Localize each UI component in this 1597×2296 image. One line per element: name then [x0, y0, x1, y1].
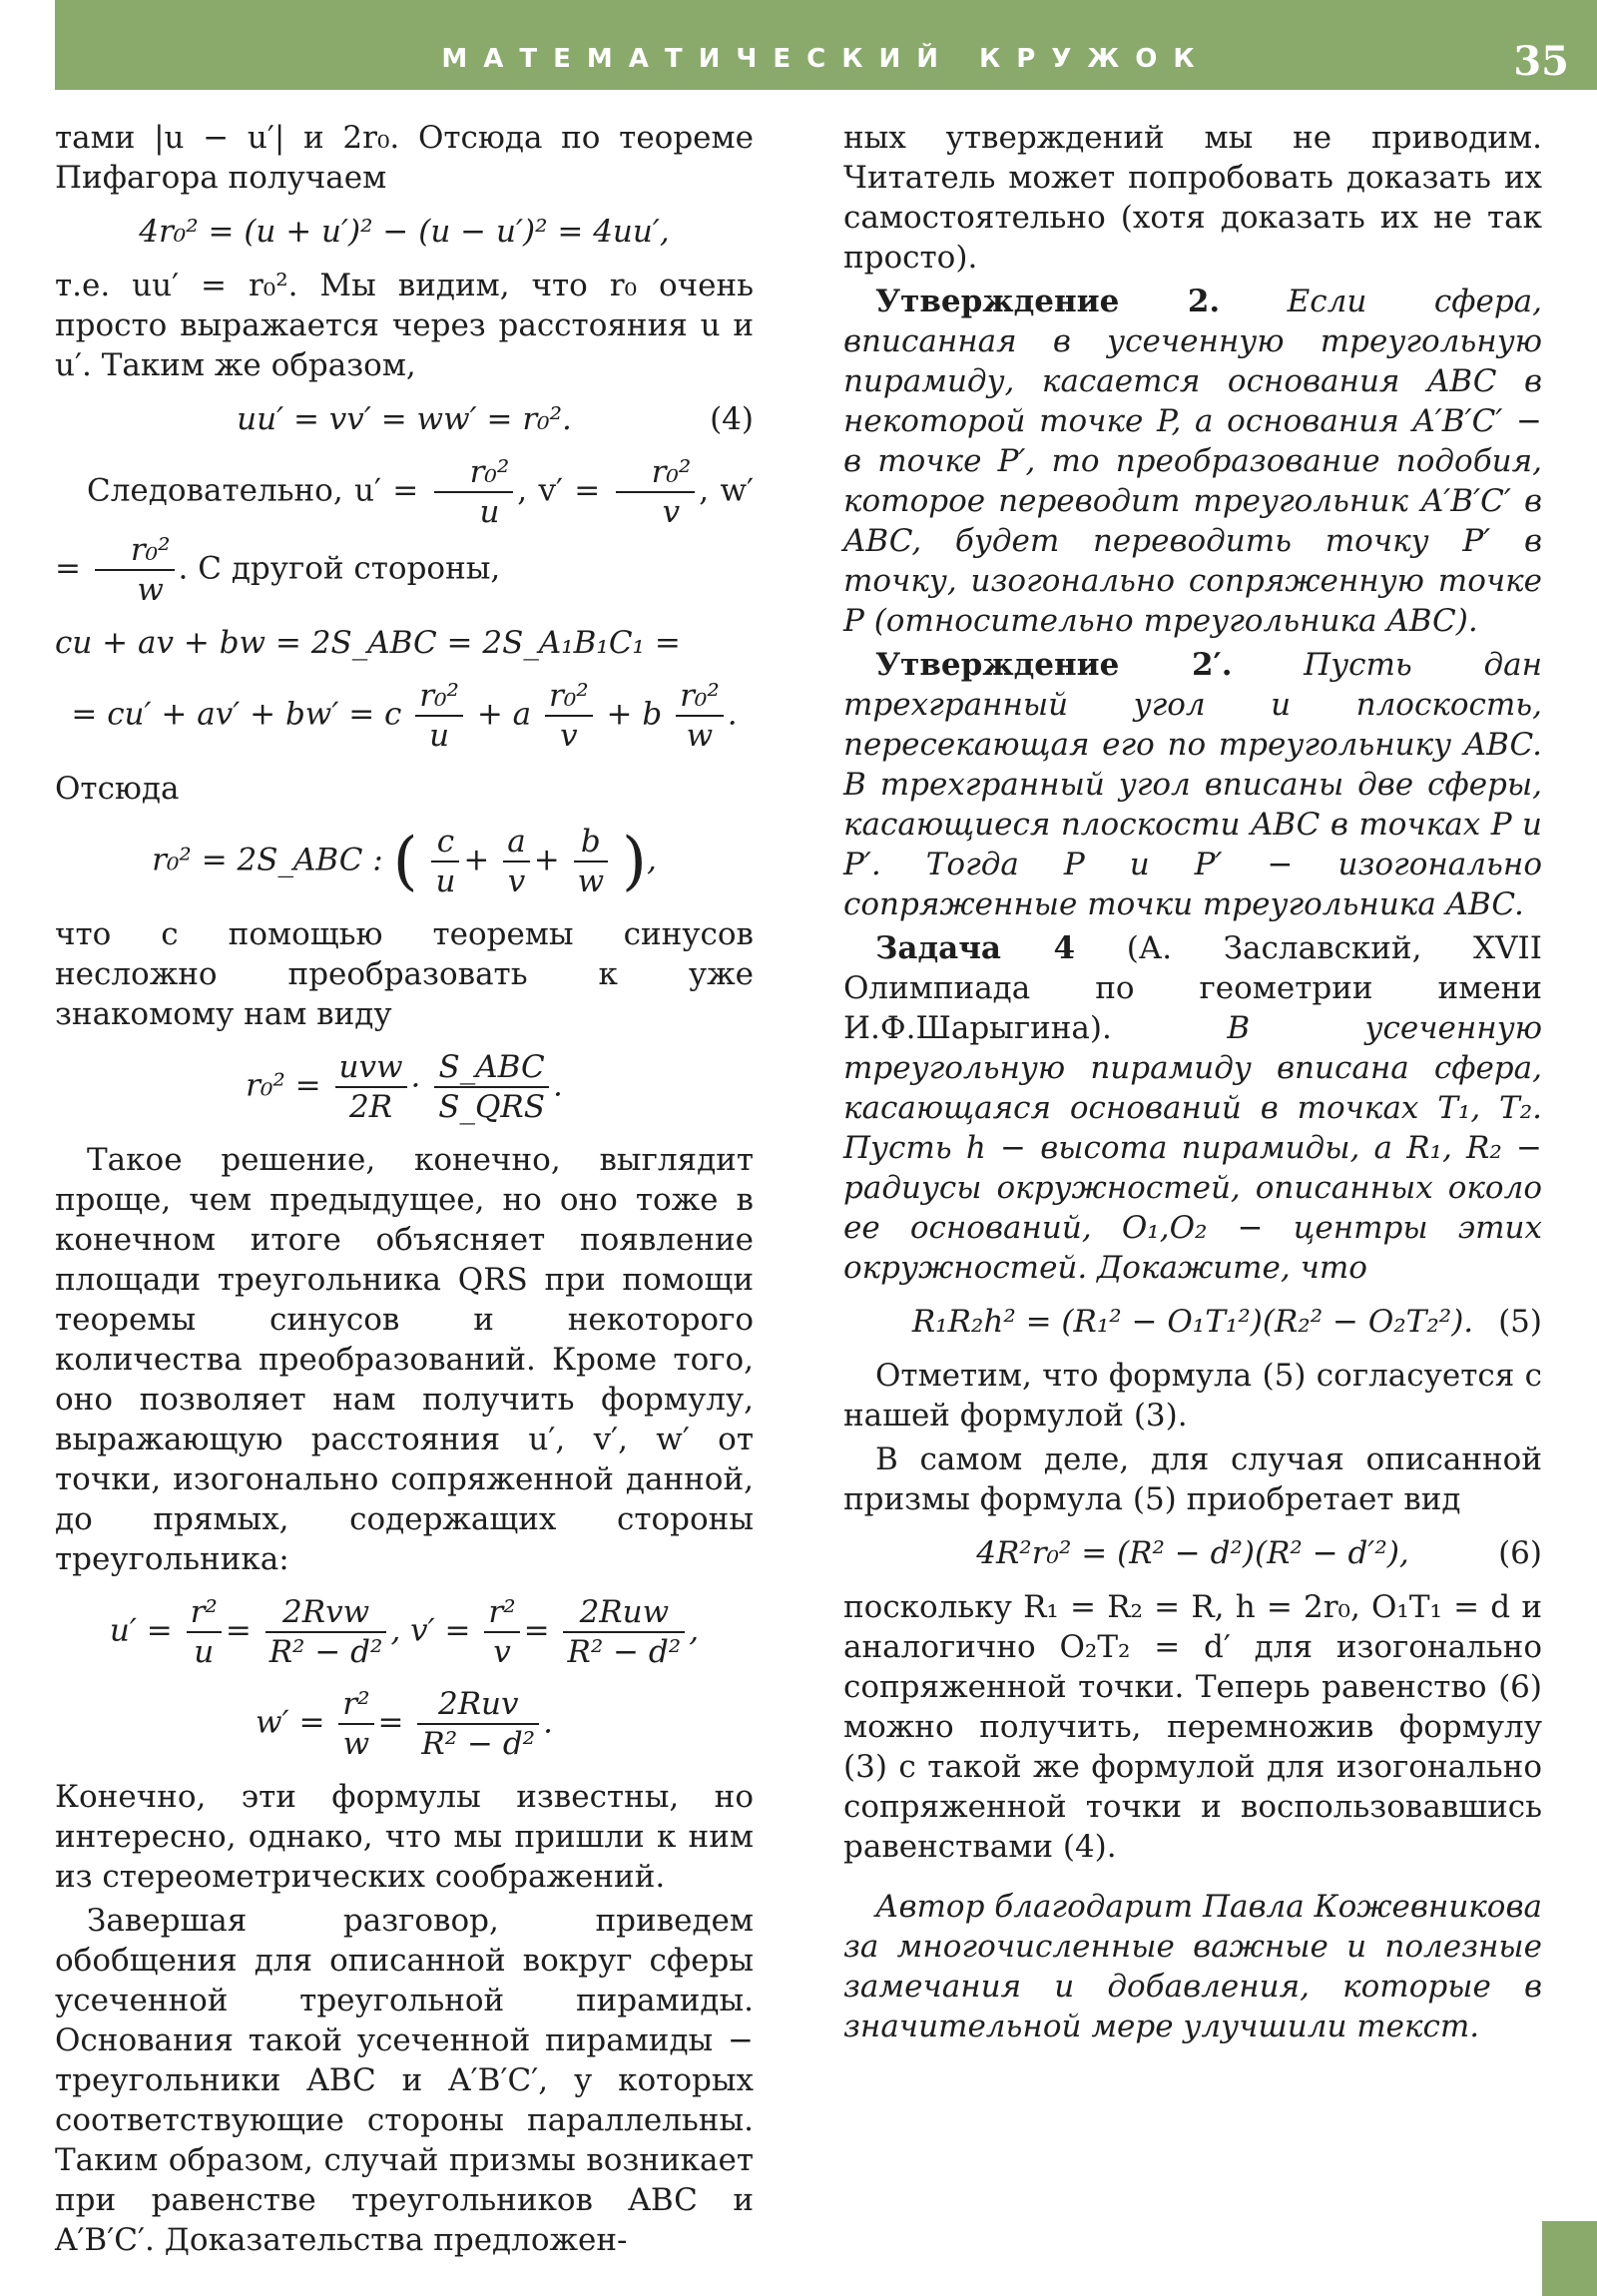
denominator: 2R [348, 1089, 393, 1125]
denominator: w [686, 718, 714, 754]
equation-number: (5) [1498, 1304, 1542, 1340]
paragraph: ных утверждений мы не приводим. Читатель может попробовать доказать их самостоятельно (хотя доказать их не так просто). [843, 120, 1542, 276]
numerator: a [503, 823, 529, 862]
fraction [563, 1593, 685, 1671]
text: , v′ = [517, 472, 601, 509]
numerator: 2Ruv [417, 1685, 539, 1725]
denominator: w [577, 863, 605, 899]
left-column [55, 118, 754, 2264]
paragraph: что с помощью теоремы синусов несложно преобразовать к уже знакомому нам виду [55, 916, 754, 1032]
fraction [187, 1593, 222, 1671]
text: , w′ = [55, 472, 755, 587]
corner-decoration [1542, 2221, 1597, 2296]
numerator: r₀² [616, 453, 696, 493]
text: + a [476, 696, 532, 733]
denominator: w [137, 572, 164, 608]
fraction [545, 677, 593, 755]
equation-6 [843, 1533, 1542, 1573]
problem-4 [843, 928, 1542, 1288]
equation-5 [843, 1302, 1542, 1342]
denominator: S_QRS [438, 1089, 545, 1125]
equation-number: (4) [710, 401, 754, 437]
paragraph [55, 453, 754, 609]
paragraph: Отметим, что формула (5) согласуется с нашей формулой (3). [843, 1358, 1542, 1434]
denominator: u [429, 718, 450, 754]
denominator: R² − d² [421, 1726, 536, 1762]
equation-r0-area: r₀² = 2S_ABC : ( $\frac{c}{u}$ + $\frac{a}{v}$ + $\frac{b}{w}$ ), [152, 824, 657, 899]
numerator: r₀² [434, 453, 514, 493]
paragraph: Отсюда [55, 771, 180, 807]
text: u′ = [109, 1612, 173, 1649]
page-number: 35 [1513, 38, 1569, 85]
fraction [335, 1048, 407, 1126]
paragraph: В самом деле, для случая описанной призмы формула (5) приобретает вид [843, 1441, 1542, 1517]
numerator: 2Rvw [266, 1593, 387, 1633]
equation-6-body: 4R²r₀² = (R² − d²)(R² − d′²), [976, 1535, 1409, 1571]
problem-label: Задача 4 [875, 930, 1076, 966]
equation-uv: u′ = $\frac{\text{r²}}{u}$ = $\frac{\text{2Rvw}}{\text{R² − d²}}$ , v′ = $\frac{\text{r²}}{v}$ = $\frac{\text{2Ruw}}{\text{R² − d²}}$ , [109, 1594, 700, 1670]
denominator: w [342, 1726, 370, 1762]
paragraph: т.е. uu′ = r₀². Мы видим, что r₀ очень просто выражается через расстояния u и u′. Таким же образом, [55, 268, 754, 383]
right-column [843, 118, 1542, 2050]
numerator: c [431, 823, 459, 862]
numerator: r₀² [545, 677, 593, 717]
paragraph: Завершая разговор, приведем обобщения для описанной вокруг сферы усеченной треугольной пирамиды. Основания такой усеченной пирамиды − треугольники ABC и A′B′C′, у которых соответствующие стороны параллельны. Таким образом, случай призмы возникает при равенстве треугольников ABC и A′B′C′. Доказательства предложен- [55, 1903, 754, 2258]
numerator: b [574, 823, 609, 862]
statement-label: Утверждение 2′. [875, 647, 1233, 683]
equation-pythagoras: 4r₀² = (u + u′)² − (u − u′)² = 4uu′, [139, 214, 670, 250]
fraction [338, 1685, 373, 1763]
equation-w: w′ = $\frac{\text{r²}}{w}$ = $\frac{\text{2Ruv}}{\text{R² − d²}}$ . [256, 1686, 553, 1762]
fraction [616, 453, 696, 531]
equation-4-body: uu′ = vv′ = ww′ = r₀². [237, 401, 572, 437]
text: Следовательно, u′ = [87, 472, 419, 509]
equation-area-2: = cu′ + av′ + bw′ = c $\frac{\text{r₀²}}{u}$ + a $\frac{\text{r₀²}}{v}$ + b $\frac{\text{r₀²}}{w}$ . [71, 678, 738, 754]
denominator: u [194, 1634, 215, 1670]
fraction [417, 1685, 539, 1763]
text: r₀² = 2S_ABC : [152, 842, 383, 878]
paragraph: Конечно, эти формулы известны, но интересно, однако, что мы пришли к ним из стереометрических соображений. [55, 1779, 754, 1895]
text: + b [606, 696, 663, 733]
denominator: R² − d² [268, 1634, 383, 1670]
paragraph: тами |u − u′| и 2r₀. Отсюда по теореме Пифагора получаем [55, 120, 754, 196]
page-header [55, 0, 1597, 90]
denominator: R² − d² [567, 1634, 682, 1670]
paragraph: поскольку R₁ = R₂ = R, h = 2r₀, O₁T₁ = d и аналогично O₂T₂ = d′ для изогонально сопряженной точки. Теперь равенство (6) можно получить, перемножив формулу (3) с такой же формулой для изогонально сопряженной точки и воспользовавшись равенствами (4). [843, 1589, 1542, 1865]
statement-label: Утверждение 2. [875, 284, 1221, 319]
text: . С другой стороны, [178, 550, 501, 587]
equation-5-body: R₁R₂h² = (R₁² − O₁T₁²)(R₂² − O₂T₂²). [911, 1304, 1474, 1340]
equation-area-1: cu + av + bw = 2S_ABC = 2S_A₁B₁C₁ = [55, 625, 681, 661]
text: = cu′ + av′ + bw′ = c [71, 696, 402, 733]
equation-r0-sine: r₀² = $\frac{\text{uvw}}{2R}$ · $\frac{\text{S\_ABC}}{\text{S\_QRS}}$ . [246, 1049, 563, 1125]
fraction [431, 823, 459, 900]
statement-2 [843, 282, 1542, 641]
statement-text: Пусть дан трехгранный угол и плоскость, пересекающая его по треугольнику ABC. В трехгранный угол вписаны две сферы, касающиеся плоскости ABC в точках P и P′. Тогда P и P′ − изогонально сопряженные точки треугольника ABC. [843, 647, 1542, 922]
problem-text: В усеченную треугольную пирамиду вписана сфера, касающаяся оснований в точках T₁, T₂. Пусть h − высота пирамиды, а R₁, R₂ − радиусы окружностей, описанных около ее оснований, O₁,O₂ − центры этих окружностей. Докажите, что [843, 1010, 1542, 1286]
fraction [484, 1593, 519, 1671]
numerator: r₀² [676, 677, 724, 717]
problem-source: (А. Заславский, XVII Олимпиада по геометрии имени И.Ф.Шарыгина). [843, 930, 1542, 1046]
text: r₀² = [246, 1067, 321, 1104]
fraction [434, 1048, 549, 1126]
numerator: uvw [335, 1048, 407, 1088]
denominator: v [493, 1634, 511, 1670]
fraction [434, 453, 514, 531]
paragraph: Такое решение, конечно, выглядит проще, чем предыдущее, но оно тоже в конечном итоге объясняет появление площади треугольника QRS при помощи теоремы синусов и некоторого количества преобразований. Кроме того, оно позволяет нам получить формулу, выражающую расстояния u′, v′, w′ от точки, изогонально сопряженной данной, до прямых, содержащих стороны треугольника: [55, 1142, 754, 1577]
numerator: r² [187, 1593, 222, 1633]
fraction [676, 677, 724, 755]
fraction [266, 1593, 387, 1671]
numerator: r² [338, 1685, 373, 1725]
statement-2-prime [843, 645, 1542, 924]
numerator: r² [484, 1593, 519, 1633]
text: w′ = [256, 1704, 325, 1741]
numerator: 2Ruw [563, 1593, 685, 1633]
numerator: r₀² [415, 677, 463, 717]
equation-number: (6) [1498, 1535, 1542, 1571]
fraction [574, 823, 609, 900]
denominator: u [435, 863, 456, 899]
denominator: v [560, 718, 578, 754]
numerator: r₀² [95, 531, 175, 571]
fraction [503, 823, 529, 900]
fraction [415, 677, 463, 755]
denominator: v [507, 863, 526, 899]
section-title: МАТЕМАТИЧЕСКИЙ КРУЖОК [441, 44, 1211, 74]
fraction [95, 531, 175, 609]
equation-4 [55, 399, 754, 439]
statement-text: Если сфера, вписанная в усеченную треугольную пирамиду, касается основания ABC в некоторой точке P, а основания A′B′C′ − в точке P′, то преобразование подобия, которое переводит треугольник A′B′C′ в ABC, будет переводить точку P′ в точку, изогонально сопряженную точке P (относительно треугольника ABC). [843, 284, 1542, 639]
denominator: u [479, 494, 500, 530]
text: , v′ = [390, 1612, 471, 1649]
numerator: S_ABC [434, 1048, 549, 1088]
acknowledgement: Автор благодарит Павла Кожевникова за многочисленные важные и полезные замечания и добавления, которые в значительной мере улучшили текст. [843, 1889, 1542, 2044]
denominator: v [662, 494, 681, 530]
